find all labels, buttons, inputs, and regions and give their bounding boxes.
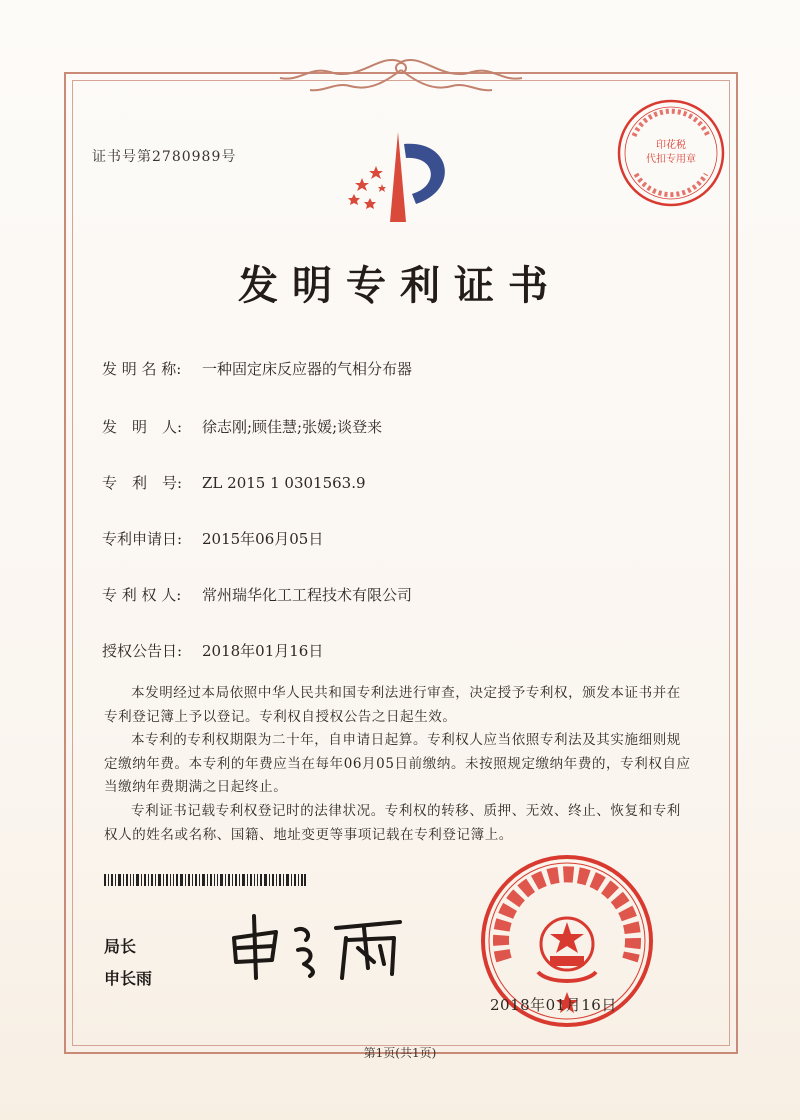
field-grant-date <box>102 640 323 661</box>
director-name: 申长雨 <box>104 969 153 988</box>
field-invention-name <box>102 358 412 379</box>
certificate-title: 发明专利证书 <box>238 262 562 309</box>
field-label: 专利申请日: <box>102 530 183 548</box>
field-application-date <box>102 528 323 549</box>
svg-text:印花税: 印花税 <box>656 140 686 151</box>
cnipa-logo <box>340 126 462 226</box>
barcode <box>104 874 306 886</box>
paragraph: 本发明经过本局依照中华人民共和国专利法进行审查，决定授予专利权，颁发本证书并在专利登记簿上予以登记。专利权自授权公告之日起生效。 <box>104 685 681 725</box>
field-label: 发 明 人: <box>102 418 183 436</box>
field-value: ZL 2015 1 0301563.9 <box>202 474 366 492</box>
paragraph: 本专利的专利权期限为二十年，自申请日起算。专利权人应当依照专利法及其实施细则规定缴纳年费。本专利的年费应当在每年06月05日前缴纳。未按照规定缴纳年费的，专利权自应当缴纳年费期满之日起终止。 <box>104 732 691 796</box>
field-label: 专 利 号: <box>102 474 183 492</box>
page-number: 第1页(共1页) <box>363 1046 437 1060</box>
field-value: 2015年06月05日 <box>202 530 324 548</box>
field-label: 专 利 权 人: <box>102 586 182 604</box>
field-patent-number <box>102 472 366 493</box>
top-ornament <box>270 52 532 100</box>
field-patentee <box>102 584 412 605</box>
certificate-body <box>104 682 694 847</box>
field-value: 徐志刚;顾佳慧;张媛;谈登来 <box>202 418 383 436</box>
svg-text:代扣专用章: 代扣专用章 <box>646 154 696 165</box>
field-value: 一种固定床反应器的气相分布器 <box>202 360 413 378</box>
director-title: 局长 <box>104 937 137 956</box>
seal-date: 2018年01月16日 <box>490 996 617 1014</box>
field-label: 发 明 名 称: <box>102 360 182 378</box>
field-value: 2018年01月16日 <box>202 642 324 660</box>
tax-stamp <box>614 96 728 210</box>
certificate-number: 证书号第2780989号 <box>92 149 237 165</box>
field-inventors <box>102 416 382 437</box>
field-value: 常州瑞华化工工程技术有限公司 <box>202 586 413 604</box>
field-label: 授权公告日: <box>102 642 183 660</box>
paragraph: 专利证书记载专利权登记时的法律状况。专利权的转移、质押、无效、终止、恢复和专利权人的姓名或名称、国籍、地址变更等事项记载在专利登记簿上。 <box>104 802 681 843</box>
director-signature <box>224 908 414 984</box>
